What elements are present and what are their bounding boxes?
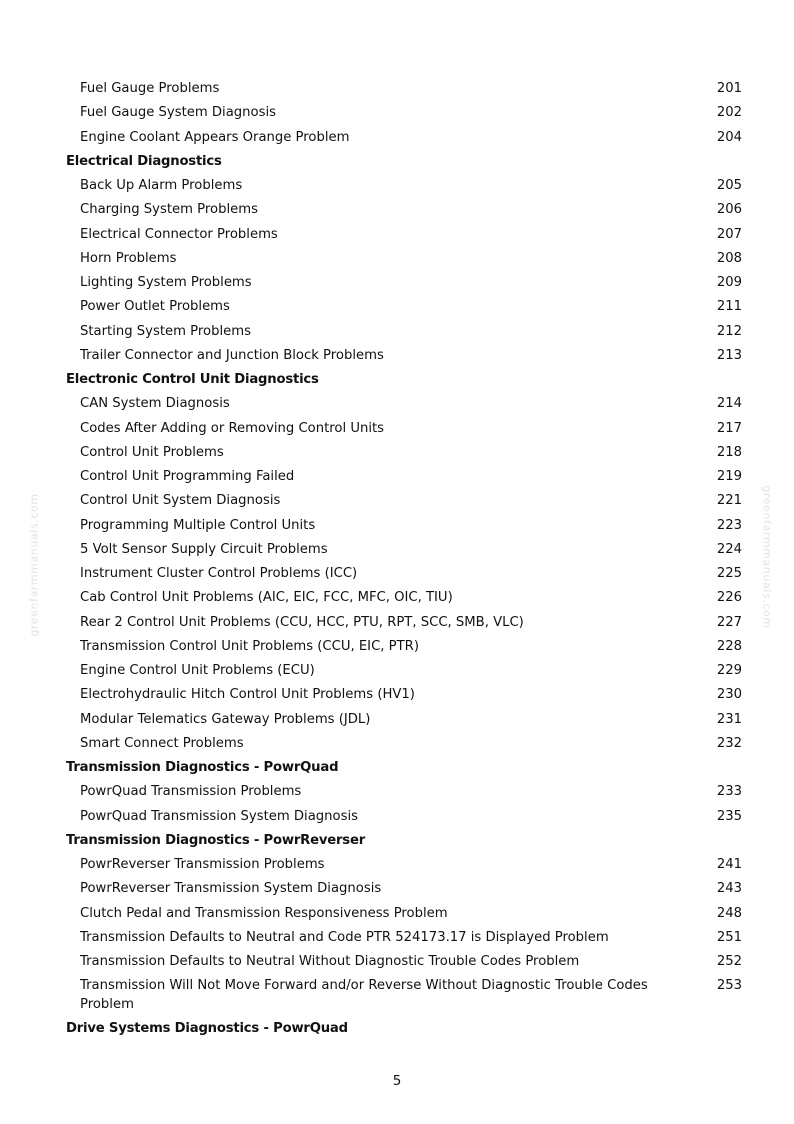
toc-entry-page: 232 xyxy=(716,735,742,751)
toc-entry-title: PowrQuad Transmission System Diagnosis xyxy=(80,808,358,824)
toc-entry-page: 217 xyxy=(716,420,742,436)
toc-entry-title: Control Unit Programming Failed xyxy=(80,469,295,484)
toc-entry-title: PowrReverser Transmission System Diagnosis xyxy=(80,881,382,897)
toc-entry[interactable] xyxy=(0,513,794,537)
toc-entry[interactable] xyxy=(0,440,794,464)
toc-entry-title: Modular Telematics Gateway Problems (JDL) xyxy=(80,711,371,727)
toc-entry[interactable] xyxy=(0,76,794,100)
toc-entry-title: Starting System Problems xyxy=(80,323,251,339)
toc-entry[interactable] xyxy=(0,561,794,585)
toc-entry-page: 204 xyxy=(716,129,742,145)
toc-entry-title: Engine Coolant Appears Orange Problem xyxy=(80,129,350,145)
toc-entry-page: 252 xyxy=(716,954,742,969)
toc-entry-title: Power Outlet Problems xyxy=(80,299,230,315)
toc-entry-page: 218 xyxy=(716,444,742,460)
toc-entry[interactable] xyxy=(0,779,794,803)
toc-entry-title: Control Unit System Diagnosis xyxy=(80,493,281,509)
toc-entry-page: 219 xyxy=(716,469,742,484)
toc-entry-page: 221 xyxy=(716,493,742,509)
toc-entry[interactable] xyxy=(0,949,794,973)
toc-entry-page: 209 xyxy=(716,275,742,290)
toc-section-title: Electrical Diagnostics xyxy=(66,153,222,169)
toc-entry-title: Charging System Problems xyxy=(80,202,258,218)
watermark-left: greenfarmmanuals.com xyxy=(27,493,41,637)
toc-entry[interactable] xyxy=(0,246,794,270)
toc-entry-page: 223 xyxy=(716,517,742,533)
toc-entry-page: 208 xyxy=(716,250,742,266)
toc-entry-page: 241 xyxy=(716,857,742,872)
toc-entry-page: 206 xyxy=(716,202,742,218)
toc-entry-title: Fuel Gauge System Diagnosis xyxy=(80,105,276,121)
toc-entry-title: Codes After Adding or Removing Control Units xyxy=(80,420,385,436)
toc-entry-page: 211 xyxy=(716,299,742,315)
toc-section-title: Transmission Diagnostics - PowrQuad xyxy=(66,760,339,775)
toc-entry-page: 224 xyxy=(716,541,742,557)
toc-entry-title: PowrQuad Transmission Problems xyxy=(80,784,302,800)
toc-entry-page: 228 xyxy=(716,638,742,654)
toc-entry-title: Horn Problems xyxy=(80,250,177,266)
toc-entry[interactable] xyxy=(0,488,794,512)
toc-entry-title: Cab Control Unit Problems (AIC, EIC, FCC, MFC, OIC, TIU) xyxy=(80,590,453,606)
toc-entry[interactable] xyxy=(0,901,794,925)
toc-entry[interactable] xyxy=(0,707,794,731)
toc-entry[interactable] xyxy=(0,173,794,197)
toc-section-heading[interactable] xyxy=(0,1016,794,1040)
toc-entry[interactable] xyxy=(0,634,794,658)
toc-entry-title: Trailer Connector and Junction Block Problems xyxy=(80,347,384,363)
toc-entry-title: Electrohydraulic Hitch Control Unit Problems (HV1) xyxy=(80,687,415,703)
table-of-contents xyxy=(0,76,794,1041)
toc-entry[interactable] xyxy=(0,925,794,949)
toc-entry-title: Transmission Will Not Move Forward and/or Reverse Without Diagnostic Trouble Codes Problem xyxy=(80,978,648,1013)
toc-entry-page: 201 xyxy=(716,81,742,96)
toc-entry-page: 231 xyxy=(716,711,742,727)
toc-entry-title: Control Unit Problems xyxy=(80,444,224,460)
toc-entry-page: 226 xyxy=(716,590,742,606)
toc-entry[interactable] xyxy=(0,876,794,900)
toc-entry[interactable] xyxy=(0,731,794,755)
toc-entry[interactable] xyxy=(0,610,794,634)
toc-entry-page: 229 xyxy=(716,663,742,678)
toc-entry[interactable] xyxy=(0,222,794,246)
toc-section-title: Electronic Control Unit Diagnostics xyxy=(66,372,319,387)
toc-entry[interactable] xyxy=(0,585,794,609)
toc-entry[interactable] xyxy=(0,391,794,415)
toc-section-heading[interactable] xyxy=(0,367,794,391)
toc-entry[interactable] xyxy=(0,973,794,1016)
toc-entry-title: Back Up Alarm Problems xyxy=(80,178,243,193)
toc-section-title: Transmission Diagnostics - PowrReverser xyxy=(66,832,366,848)
toc-entry[interactable] xyxy=(0,682,794,706)
toc-section-heading[interactable] xyxy=(0,828,794,852)
toc-entry[interactable] xyxy=(0,270,794,294)
toc-entry-page: 253 xyxy=(716,978,742,994)
toc-entry[interactable] xyxy=(0,852,794,876)
toc-entry-title: Lighting System Problems xyxy=(80,275,252,290)
toc-entry-title: CAN System Diagnosis xyxy=(80,396,230,412)
toc-entry-page: 212 xyxy=(716,323,742,339)
toc-entry-title: Electrical Connector Problems xyxy=(80,226,278,242)
toc-entry-title: Fuel Gauge Problems xyxy=(80,81,220,96)
toc-entry-title: PowrReverser Transmission Problems xyxy=(80,857,325,872)
toc-entry-title: Smart Connect Problems xyxy=(80,735,244,751)
toc-entry-page: 205 xyxy=(716,178,742,193)
toc-entry-page: 235 xyxy=(716,808,742,824)
toc-entry-page: 225 xyxy=(716,566,742,581)
toc-entry-page: 214 xyxy=(716,396,742,412)
toc-entry[interactable] xyxy=(0,658,794,682)
toc-entry-page: 213 xyxy=(716,347,742,363)
toc-entry[interactable] xyxy=(0,537,794,561)
toc-entry[interactable] xyxy=(0,294,794,318)
toc-section-heading[interactable] xyxy=(0,755,794,779)
toc-entry-page: 230 xyxy=(716,687,742,703)
watermark-right: greenfarmmanuals.com xyxy=(760,485,774,629)
toc-entry-title: Programming Multiple Control Units xyxy=(80,517,316,533)
toc-entry-title: Instrument Cluster Control Problems (ICC) xyxy=(80,566,358,581)
toc-entry[interactable] xyxy=(0,343,794,367)
toc-entry[interactable] xyxy=(0,464,794,488)
page-number: 5 xyxy=(392,1073,402,1089)
toc-entry-title: Transmission Defaults to Neutral Without Diagnostic Trouble Codes Problem xyxy=(80,954,580,969)
toc-entry-page: 248 xyxy=(716,905,742,921)
toc-entry[interactable] xyxy=(0,125,794,149)
toc-entry-page: 251 xyxy=(716,929,742,945)
toc-entry[interactable] xyxy=(0,100,794,124)
toc-entry-title: Clutch Pedal and Transmission Responsiveness Problem xyxy=(80,905,448,921)
toc-entry-page: 243 xyxy=(716,881,742,897)
toc-entry-page: 227 xyxy=(716,614,742,630)
toc-entry[interactable] xyxy=(0,197,794,221)
toc-section-title: Drive Systems Diagnostics - PowrQuad xyxy=(66,1021,348,1037)
toc-entry-title: Transmission Defaults to Neutral and Code PTR 524173.17 is Displayed Problem xyxy=(80,929,609,945)
toc-entry-title: 5 Volt Sensor Supply Circuit Problems xyxy=(80,541,328,557)
toc-entry-page: 207 xyxy=(716,226,742,242)
toc-entry[interactable] xyxy=(0,804,794,828)
toc-entry[interactable] xyxy=(0,319,794,343)
toc-entry-title: Engine Control Unit Problems (ECU) xyxy=(80,663,315,678)
toc-entry[interactable] xyxy=(0,416,794,440)
toc-section-heading[interactable] xyxy=(0,149,794,173)
toc-entry-page: 233 xyxy=(716,784,742,800)
toc-entry-title: Rear 2 Control Unit Problems (CCU, HCC, PTU, RPT, SCC, SMB, VLC) xyxy=(80,614,524,630)
toc-entry-page: 202 xyxy=(716,105,742,121)
toc-entry-title: Transmission Control Unit Problems (CCU, EIC, PTR) xyxy=(80,638,419,654)
